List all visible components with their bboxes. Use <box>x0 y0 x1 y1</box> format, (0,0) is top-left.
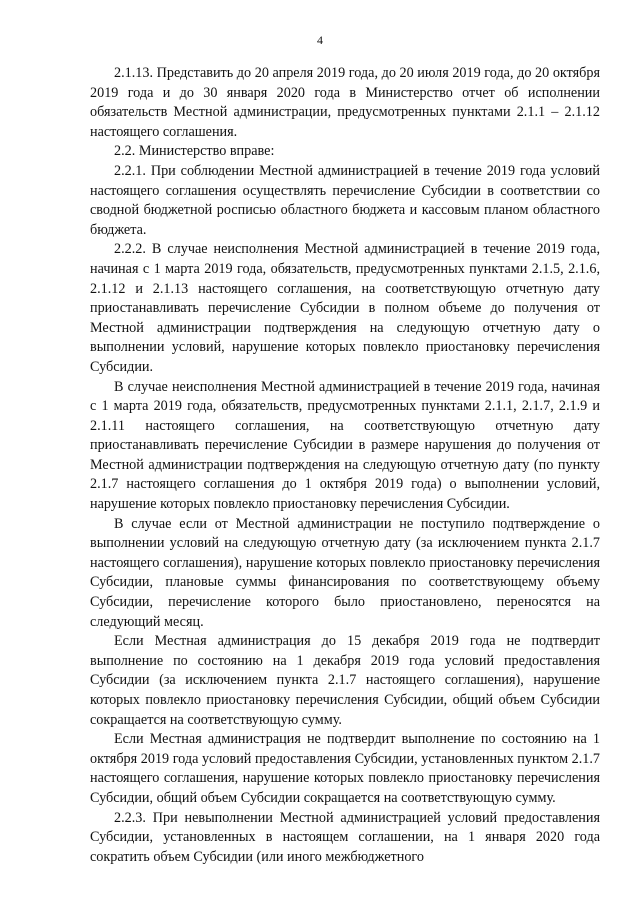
paragraph-october-deadline: Если Местная администрация не подтвердит выполнение по состоянию на 1 октября 2019 года условий предоставления Субсидии, установленных пунктом 2.1.7 настоящего соглашения, нарушение которых повлекло приостановку перечисления Субсидии, общий объем Субсидии сокращается на соответствующую сумму. <box>90 731 600 806</box>
paragraph-december-deadline: Если Местная администрация до 15 декабря 2019 года не подтвердит выполнение по состоянию на 1 декабря 2019 года условий предоставления Субсидии (за исключением пункта 2.1.7 настоящего соглашения), нарушение которых повлекло приостановку перечисления Субсидии, общий объем Субсидии сокращается на соответствующую сумму. <box>90 633 600 728</box>
document-body <box>90 64 600 867</box>
paragraph-2-2-1: 2.2.1. При соблюдении Местной администрацией в течение 2019 года условий настоящего соглашения осуществлять перечисление Субсидии в соответствии со сводной бюджетной росписью областного бюджета и кассовым планом областного бюджета. <box>90 162 600 238</box>
paragraph-2-1-13: 2.1.13. Представить до 20 апреля 2019 года, до 20 июля 2019 года, до 20 октября 2019 года и до 30 января 2020 года в Министерство отчет об исполнении обязательств Местной администрации, предусмотренных пунктами 2.1.1 – 2.1.12 настоящего соглашения. <box>90 65 600 140</box>
paragraph-no-confirmation: В случае если от Местной администрации не поступило подтверждение о выполнении условий на следующую отчетную дату (за исключением пункта 2.1.7 настоящего соглашения), нарушение которых повлекло приостановку перечисления Субсидии, плановые суммы финансирования по соответствующему объему Субсидии, перечисление которого было приостановлено, переносятся на следующий месяц. <box>90 515 600 630</box>
paragraph-partial-suspension: В случае неисполнения Местной администрацией в течение 2019 года, начиная с 1 марта 2019 года, обязательств, предусмотренных пунктами 2.1.1, 2.1.7, 2.1.9 и 2.1.11 настоящего соглашения, на соответствующую отчетную дату приостанавливать перечисление Субсидии в размере нарушения до получения от Местной администрации подтверждения на следующую отчетную дату (по пункту 2.1.7 настоящего соглашения до 1 октября 2019 года) о выполнении условий, нарушение которых повлекло приостановку перечисления Субсидии. <box>90 378 600 513</box>
paragraph-2-2: 2.2. Министерство вправе: <box>114 143 275 160</box>
paragraph-2-2-2: 2.2.2. В случае неисполнения Местной администрацией в течение 2019 года, начиная с 1 марта 2019 года, обязательств, предусмотренных пунктами 2.1.5, 2.1.6, 2.1.12 и 2.1.13 настоящего соглашения, на соответствующую отчетную дату приостанавливать перечисление Субсидии в полном объеме до получения от Местной администрации подтверждения на следующую отчетную дату о выполнении условий, нарушение которых повлекло приостановку перечисления Субсидии. <box>90 241 600 375</box>
page-number: 4 <box>317 33 323 47</box>
paragraph-2-2-3: 2.2.3. При невыполнении Местной администрацией условий предоставления Субсидии, установленных в настоящем соглашении, на 1 января 2020 года сократить объем Субсидии (или иного межбюджетного <box>90 809 600 865</box>
